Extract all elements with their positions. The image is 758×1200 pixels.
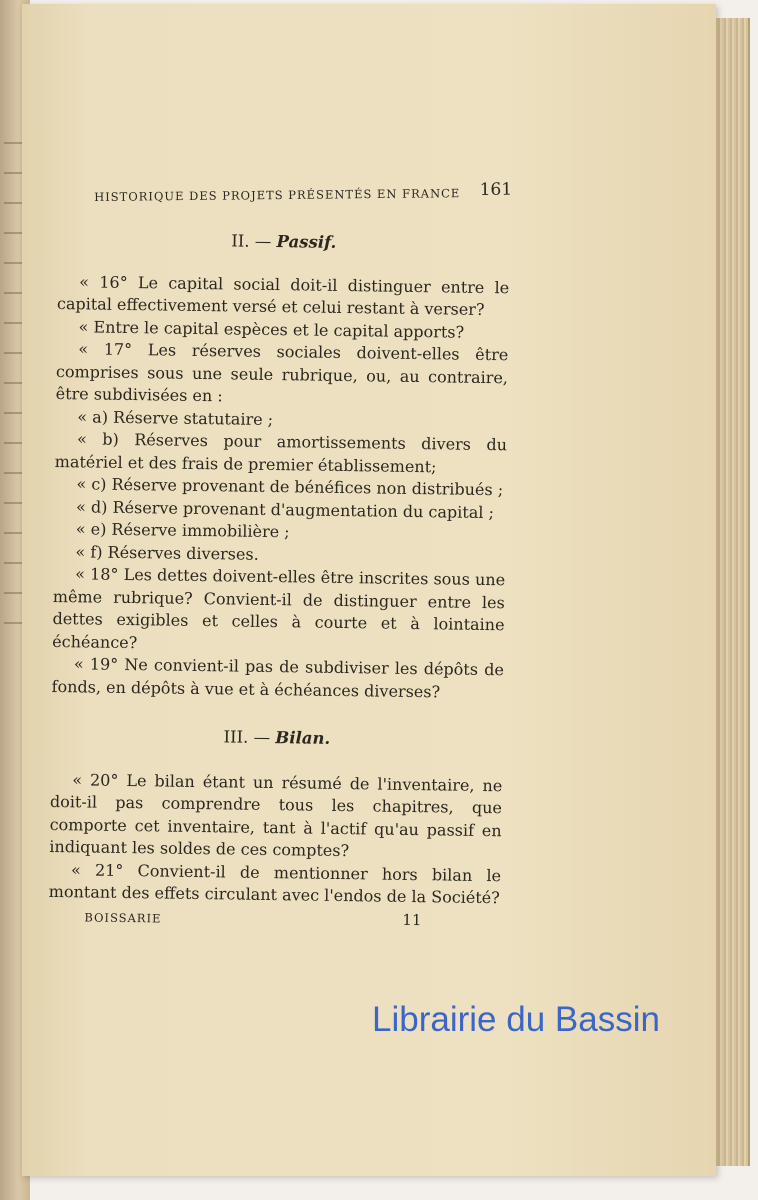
section-title: Bilan. (275, 728, 331, 748)
list-item-d: « d) Réserve provenant d'augmentation du capital ; (75, 496, 495, 522)
left-page-text-edge (4, 120, 22, 640)
sheet-number: 11 (402, 910, 422, 929)
paragraph-20: « 20° Le bilan étant un résumé de l'inventaire, ne doit-il pas comprendre tous les chapitres, que comporte cet inventaire, tant à l'actif qu'au passif en indiquant les soldes de ces comptes? (49, 769, 503, 861)
list-item-a: « a) Réserve statutaire ; (77, 406, 274, 429)
list-item-f: « f) Réserves diverses. (75, 541, 259, 564)
page-number: 161 (479, 179, 513, 200)
section-heading-bilan (51, 724, 503, 753)
paragraph-16: « 16° Le capital social doit-il distinguer entre le capital effectivement versé et celui restant à verser? (56, 271, 510, 319)
list-item-c: « c) Réserve provenant de bénéfices non distribués ; (76, 474, 504, 500)
paragraph-17: « 17° Les réserves sociales doivent-elles être comprises sous une seule rubrique, ou, au contraire, être subdivisées en : (55, 339, 509, 406)
page-footer (48, 905, 500, 931)
watermark: Librairie du Bassin (372, 1000, 660, 1039)
list-item-e: « e) Réserve immobilière ; (75, 519, 290, 542)
page-body (48, 228, 510, 932)
paragraph-21: « 21° Convient-il de mentionner hors bilan le montant des effets circulant avec l'endos de la Société? (48, 859, 502, 908)
running-head (94, 178, 512, 210)
section-number: III. — (223, 727, 271, 748)
list-item-b: « b) Réserves pour amortissements divers du matériel et des frais de premier établissement; (54, 429, 508, 476)
section-title: Passif. (276, 232, 337, 252)
paragraph-18: « 18° Les dettes doivent-elles être inscrites sous une même rubrique? Convient-il de distinguer entre les dettes exigibles et celles à courte et à lointaine échéance? (52, 564, 506, 652)
paragraph-19: « 19° Ne convient-il pas de subdiviser les dépôts de fonds, en dépôts à vue et à échéances diverses? (51, 654, 505, 701)
paragraph-16-bis: « Entre le capital espèces et le capital apports? (78, 316, 465, 342)
printer-signature: BOISSARIE (84, 909, 162, 926)
running-head-title: HISTORIQUE DES PROJETS PRÉSENTÉS EN FRANCE (94, 186, 461, 204)
section-number: II. — (231, 231, 272, 251)
